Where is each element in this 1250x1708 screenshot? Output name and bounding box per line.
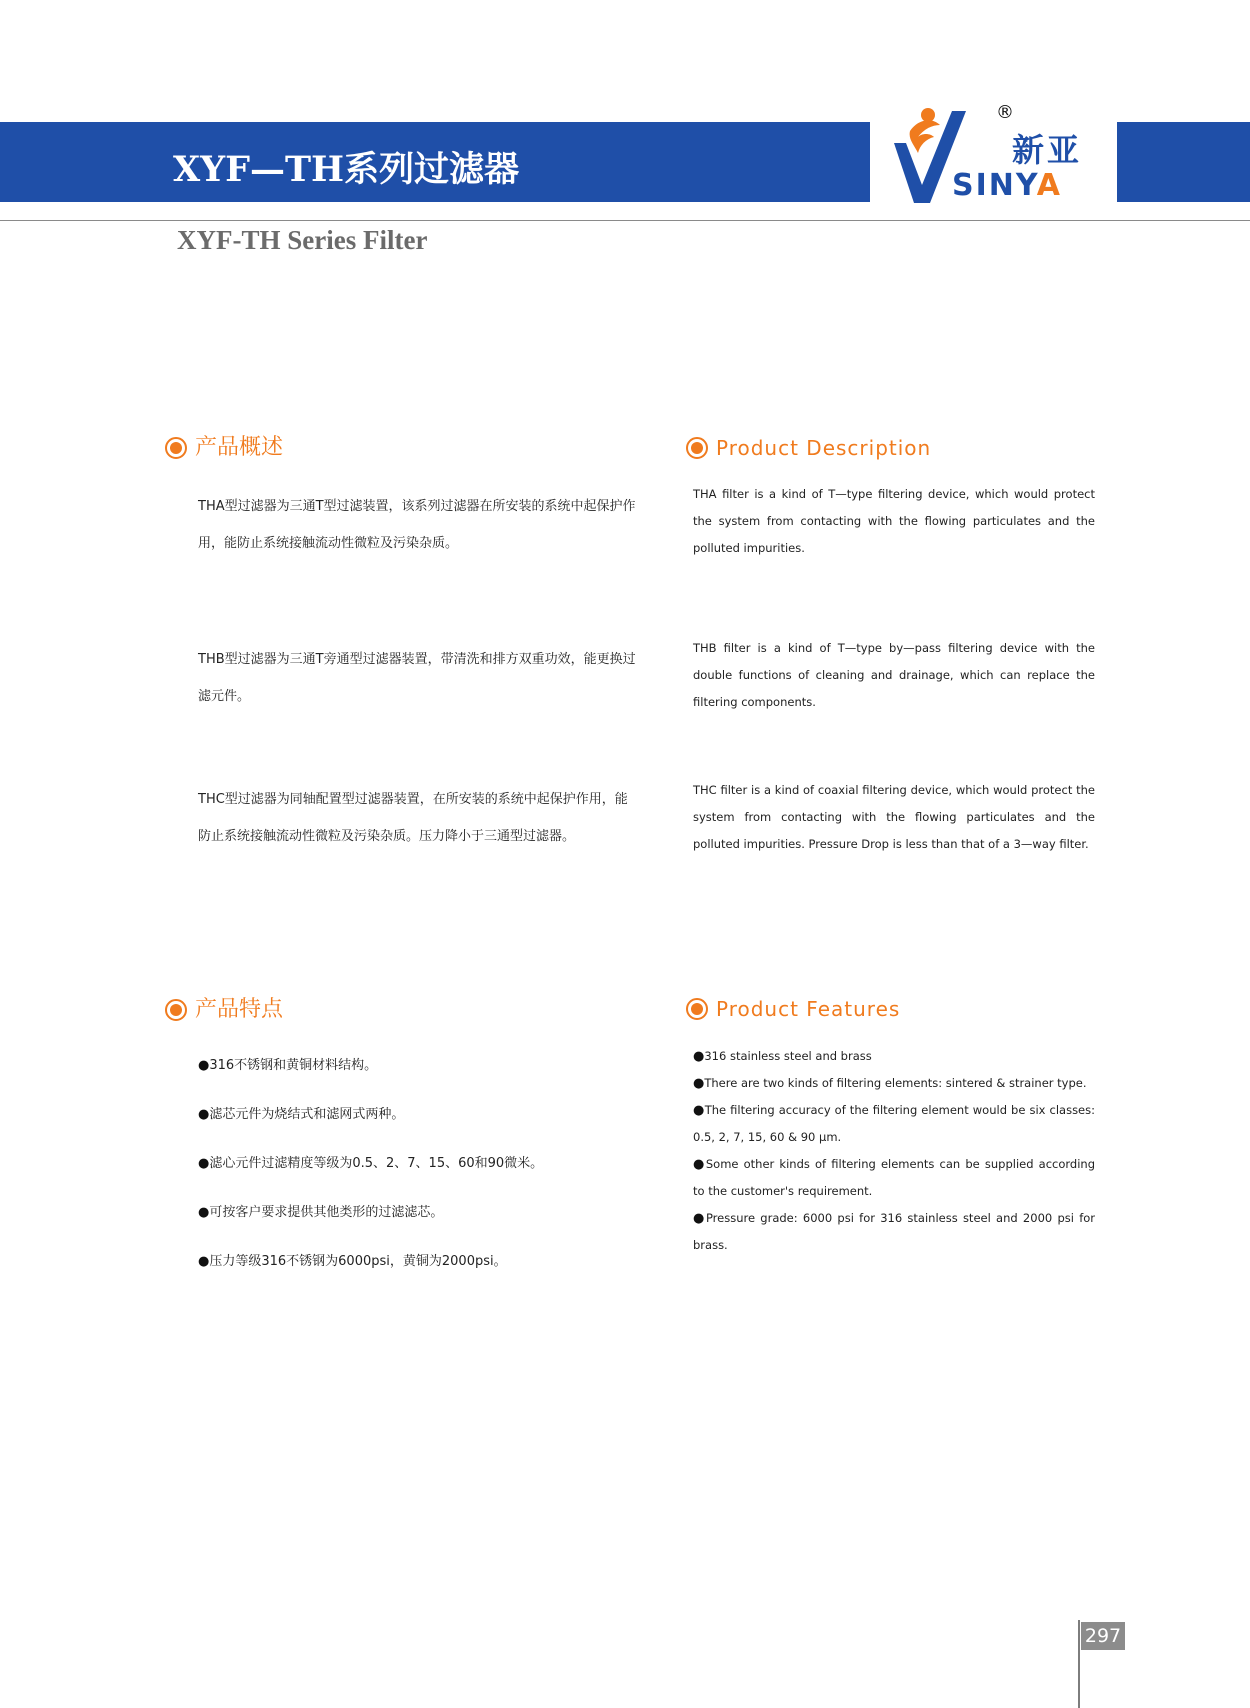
page-number-rule	[1078, 1620, 1080, 1708]
page-number: 297	[1081, 1622, 1125, 1650]
list-item-text: 滤心元件过滤精度等级为0.5、2、7、15、60和90微米。	[209, 1156, 544, 1171]
list-item-text: 压力等级316不锈钢为6000psi，黄铜为2000psi。	[209, 1254, 507, 1269]
list-item	[693, 1151, 1095, 1205]
orange-bullet-icon	[686, 998, 708, 1020]
list-item	[693, 1205, 1095, 1259]
description-cn-tha: THA型过滤器为三通T型过滤装置，该系列过滤器在所安装的系统中起保护作用，能防止系统接触流动性微粒及污染杂质。	[198, 499, 636, 551]
description-cn-thb: THB型过滤器为三通T旁通型过滤器装置，带清洗和排方双重功效，能更换过滤元件。	[198, 652, 636, 704]
description-en-tha: THA filter is a kind of T—type filtering device, which would protect the system from contacting with the flowing particulates and the polluted impurities.	[693, 487, 1095, 555]
bullet-dot-icon: ●	[693, 1157, 706, 1172]
list-item	[198, 1056, 638, 1105]
page-title-cn: XYF—TH系列过滤器	[173, 149, 520, 190]
list-item	[693, 1043, 1095, 1070]
list-item-text: 可按客户要求提供其他类形的过滤滤芯。	[209, 1205, 444, 1220]
list-item-text: The filtering accuracy of the filtering element would be six classes: 0.5, 2, 7, 15, 60 & 90 μm.	[693, 1103, 1095, 1144]
logo-text-en-prefix: SINY	[952, 168, 1037, 203]
list-item	[198, 1105, 638, 1154]
description-en-thc: THC filter is a kind of coaxial filtering device, which would protect the system from contacting with the flowing particulates and the polluted impurities. Pressure Drop is less than that of a 3—way filter.	[693, 783, 1095, 851]
header-divider	[0, 220, 1250, 221]
description-en-thb: THB filter is a kind of T—type by—pass filtering device with the double functions of cleaning and drainage, which can replace the filtering components.	[693, 641, 1095, 709]
bullet-dot-icon: ●	[693, 1049, 705, 1064]
bullet-dot-icon: ●	[198, 1156, 210, 1171]
heading-text: Product Description	[716, 436, 932, 460]
heading-text: Product Features	[716, 997, 901, 1021]
sinya-logo	[888, 103, 1104, 207]
list-item	[198, 1203, 638, 1252]
orange-bullet-icon	[165, 437, 187, 459]
list-item	[198, 1252, 638, 1301]
description-cn-thc: THC型过滤器为同轴配置型过滤器装置，在所安装的系统中起保护作用，能防止系统接触流动性微粒及污染杂质。压力降小于三通型过滤器。	[198, 792, 628, 844]
section-heading-features-en	[686, 994, 900, 1024]
bullet-dot-icon: ●	[693, 1076, 705, 1091]
header-banner-end	[1117, 122, 1250, 202]
features-list-en	[693, 1043, 1095, 1259]
list-item-text: 滤芯元件为烧结式和滤网式两种。	[209, 1107, 405, 1122]
list-item	[693, 1070, 1095, 1097]
section-heading-description-en	[686, 433, 931, 463]
list-item-text: There are two kinds of filtering elements: sintered & strainer type.	[704, 1076, 1087, 1090]
section-heading-features-cn	[165, 995, 283, 1025]
list-item-text: Some other kinds of filtering elements can be supplied according to the customer's requirement.	[693, 1157, 1096, 1198]
list-item-text: 316不锈钢和黄铜材料结构。	[209, 1058, 378, 1073]
logo-text-cn: 新亚	[1012, 131, 1083, 169]
bullet-dot-icon: ●	[198, 1254, 210, 1269]
logo-text-en-last: A	[1036, 168, 1062, 203]
list-item-text: Pressure grade: 6000 psi for 316 stainless steel and 2000 psi for brass.	[693, 1211, 1096, 1252]
bullet-dot-icon: ●	[693, 1211, 706, 1226]
bullet-dot-icon: ●	[198, 1107, 210, 1122]
bullet-dot-icon: ●	[693, 1103, 705, 1118]
features-list-cn	[198, 1056, 638, 1301]
logo-text-en	[952, 169, 1062, 203]
page-title-en: XYF-TH Series Filter	[177, 225, 428, 255]
heading-text: 产品特点	[195, 997, 284, 1022]
orange-bullet-icon	[686, 437, 708, 459]
bullet-dot-icon: ●	[198, 1205, 210, 1220]
bullet-dot-icon: ●	[198, 1058, 210, 1073]
list-item	[693, 1097, 1095, 1151]
orange-bullet-icon	[165, 999, 187, 1021]
heading-text: 产品概述	[195, 435, 284, 460]
list-item-text: 316 stainless steel and brass	[704, 1049, 872, 1063]
list-item	[198, 1154, 638, 1203]
section-heading-description-cn	[165, 433, 283, 463]
registered-mark: ®	[996, 102, 1014, 123]
